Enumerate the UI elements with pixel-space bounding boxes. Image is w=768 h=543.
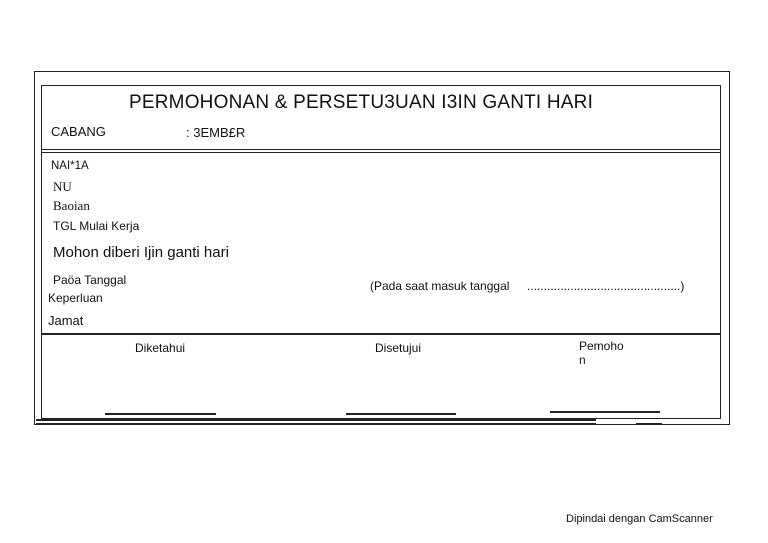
cabang-value: : 3EMB£R — [186, 125, 246, 140]
signature-divider — [41, 333, 721, 335]
keperluan-label: Keperluan — [48, 291, 103, 305]
pemohon-label-line2: n — [579, 353, 586, 367]
cabang-label: CABANG — [51, 124, 106, 139]
pada-saat-dots: ..............................................) — [527, 279, 685, 293]
jamat-label: Jamat — [48, 313, 84, 328]
disetujui-label: Disetujui — [375, 341, 422, 355]
diketahui-signature-line — [105, 413, 216, 415]
nama-label: NAI*1A — [51, 160, 89, 172]
bagian-label: Baoian — [53, 198, 90, 213]
pemohon-label-line1: Pemoho — [579, 339, 624, 353]
bottom-line-3 — [636, 423, 662, 425]
bottom-line-2 — [36, 423, 596, 425]
header-divider-double — [41, 152, 721, 153]
pada-tanggal-label: Paöa Tanggal — [53, 273, 127, 287]
form-title: PERMOHONAN & PERSETU3UAN I3IN GANTI HARI — [129, 92, 594, 113]
request-text: Mohon diberi Ijin ganti hari — [53, 244, 229, 261]
header-divider — [41, 149, 721, 150]
nik-label: NU — [53, 179, 72, 194]
pada-saat-label: (Pada saat masuk tanggal — [370, 279, 510, 293]
bottom-line — [36, 419, 596, 421]
pemohon-signature-line — [550, 411, 660, 413]
camscanner-footer: Dipindai dengan CamScanner — [566, 513, 713, 525]
disetujui-signature-line — [346, 413, 456, 415]
tgl-mulai-kerja-label: TGL Mulai Kerja — [53, 219, 140, 233]
diketahui-label: Diketahui — [135, 341, 186, 355]
